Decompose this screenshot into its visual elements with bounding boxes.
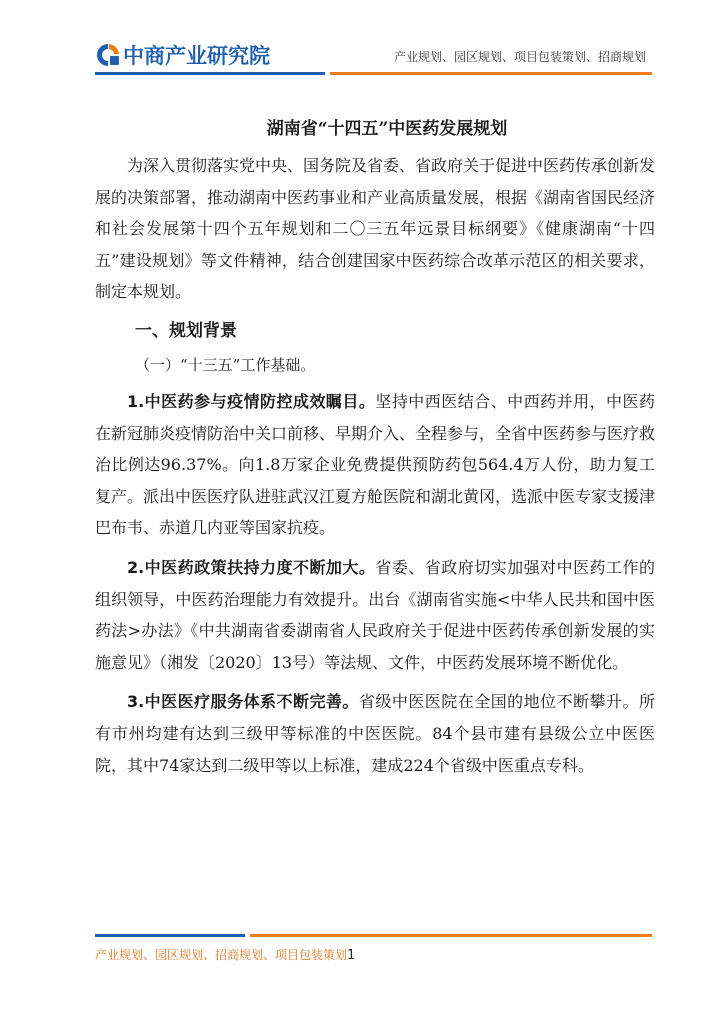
page-number: 1 (347, 948, 356, 963)
header-rule-blue (95, 72, 325, 75)
item-paragraph (95, 686, 655, 781)
page-footer (95, 946, 355, 963)
page-header (0, 0, 724, 80)
footer-rule-orange (250, 934, 652, 937)
item-text: 省委、省政府切实加强对中医药工作的组织领导，中医药治理能力有效提升。出台《湖南省实施<中华人民共和国中医药法>办法》《中共湖南省委湖南省人民政府关于促进中医药传承创新发展的实施意见》（湘发〔2020〕13号）等法规、文件，中医药发展环境不断优化。 (95, 557, 655, 672)
header-slogan: 产业规划、园区规划、项目包装策划、招商规划 (393, 50, 646, 64)
header-rule-orange (330, 72, 652, 75)
footer-rule-blue (95, 934, 245, 937)
item-paragraph (95, 386, 655, 544)
item-text: 坚持中西医结合、中西药并用，中医药在新冠肺炎疫情防治中关口前移、早期介入、全程参与，全省中医药参与医疗救治比例达96.37%。向1.8万家企业免费提供预防药包564.4万人份，助力复工复产。派出中医医疗队进驻武汉江夏方舱医院和湖北黄冈，选派中医专家支援津巴布韦、赤道几内亚等国家抗疫。 (95, 391, 656, 538)
logo-text: 中商产业研究院 (123, 44, 270, 68)
footer-text: 产业规划、园区规划、招商规划、项目包装策划 (95, 948, 348, 962)
item-lead: 1.中医药参与疫情防控成效瞩目。 (127, 391, 376, 411)
logo (95, 40, 270, 70)
logo-icon (95, 42, 121, 68)
item-text: 省级中医医院在全国的地位不断攀升。所有市州均建有达到三级甲等标准的中医医院。84个县市建有县级公立中医医院，其中74家达到二级甲等以上标准，建成224个省级中医重点专科。 (95, 692, 655, 775)
item-paragraph (95, 552, 655, 678)
document-body (95, 118, 655, 781)
intro-paragraph: 为深入贯彻落实党中央、国务院及省委、省政府关于促进中医药传承创新发展的决策部署，推动湖南中医药事业和产业高质量发展，根据《湖南省国民经济和社会发展第十四个五年规划和二〇三五年远景目标纲要》《健康湖南“十四五”建设规划》等文件精神，结合创建国家中医药综合改革示范区的相关要求，制定本规划。 (95, 156, 656, 302)
item-lead: 3.中医医疗服务体系不断完善。 (127, 692, 359, 712)
section-heading: 一、规划背景 (135, 320, 237, 341)
item-lead: 2.中医药政策扶持力度不断加大。 (127, 557, 376, 577)
subsection-heading: （一）“十三五”工作基础。 (135, 355, 316, 374)
document-title: 湖南省“十四五”中医药发展规划 (266, 119, 508, 139)
